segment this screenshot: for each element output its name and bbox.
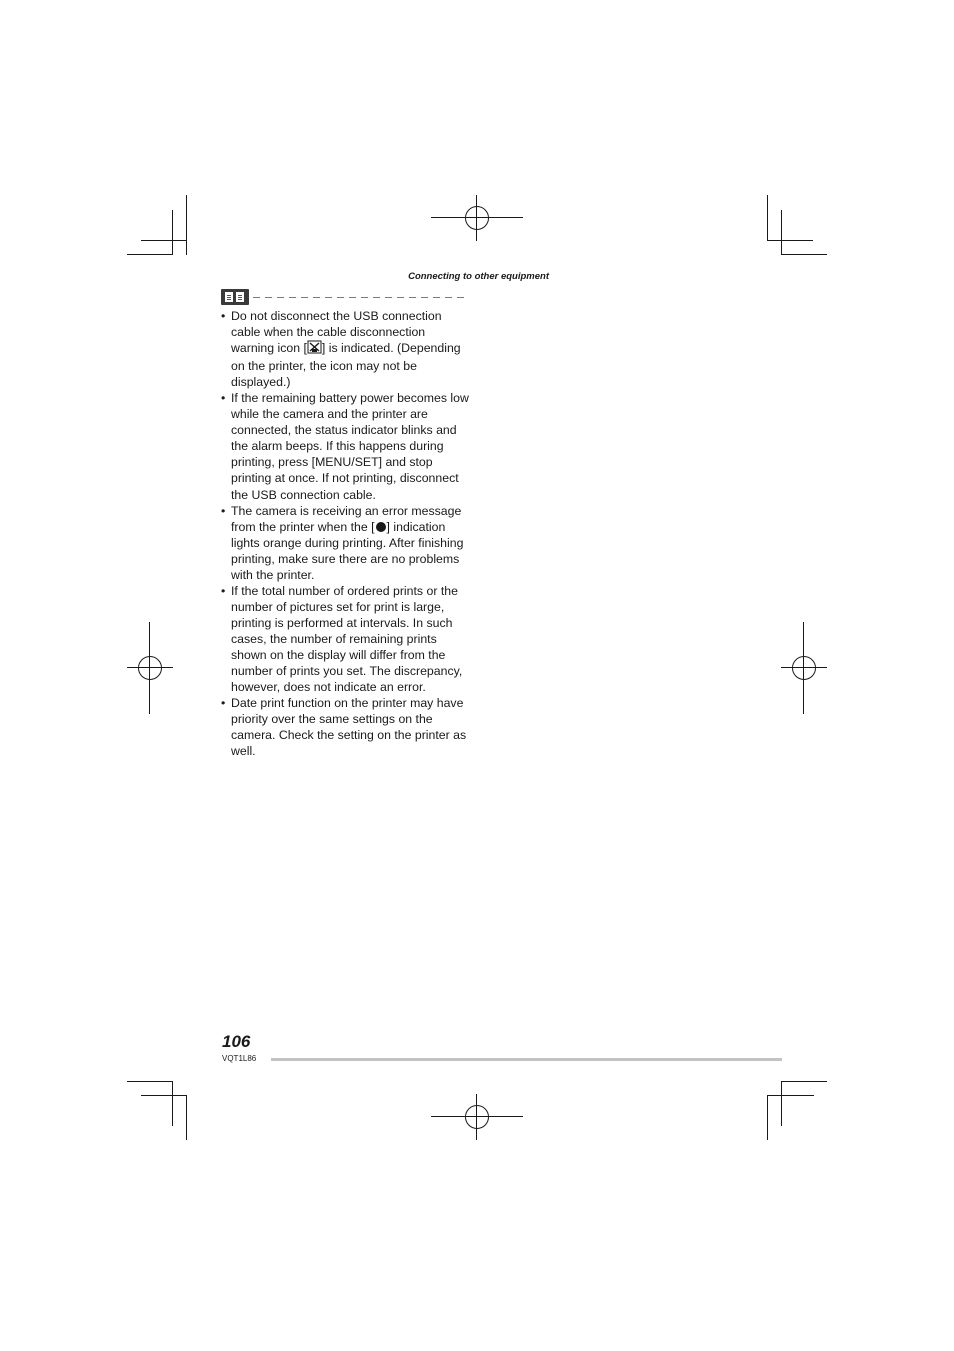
crop-mark: [768, 240, 813, 241]
registration-mark: [127, 622, 173, 714]
footer-rule: [271, 1058, 782, 1061]
crop-mark: [781, 1081, 827, 1082]
section-title: Connecting to other equipment: [408, 271, 549, 282]
registration-mark: [431, 195, 523, 241]
dashed-divider: [253, 297, 469, 298]
cable-disconnect-warning-icon: [307, 340, 322, 358]
crop-mark: [141, 240, 186, 241]
crop-mark: [767, 1095, 768, 1140]
crop-mark: [768, 1095, 814, 1096]
page-number: 106: [222, 1032, 251, 1051]
crop-mark: [781, 254, 827, 255]
registration-mark: [431, 1094, 523, 1140]
note-book-icon: [221, 289, 249, 305]
list-item: • If the remaining battery power becomes low while the camera and the printer are connected, the status indicator blinks and the alarm beeps. If this happens during printing, press [MENU/SET] and stop printing at once. If not printing, disconnect the USB connection cable.: [221, 390, 471, 502]
crop-mark: [172, 210, 173, 255]
list-item: • Do not disconnect the USB connection cable when the cable disconnection warning icon [ ] is indicated. (Depending on the printer, the icon may not be displayed.): [221, 308, 471, 390]
list-item: • The camera is receiving an error message from the printer when the [ ] indication lights orange during printing. After finishing printing, make sure there are no problems with the printer.: [221, 503, 471, 583]
registration-mark: [781, 622, 827, 714]
crop-mark: [781, 1081, 782, 1126]
crop-mark: [127, 254, 173, 255]
crop-mark: [767, 195, 768, 241]
crop-mark: [127, 1081, 173, 1082]
crop-mark: [186, 195, 187, 255]
note-header: [221, 289, 471, 307]
list-item: • If the total number of ordered prints or the number of pictures set for print is large, printing is performed at intervals. In such cases, the number of remaining prints shown on the display will differ from the number of prints you set. The discrepancy, however, does not indicate an error.: [221, 583, 471, 695]
crop-mark: [172, 1081, 173, 1126]
filled-circle-icon: [376, 522, 386, 532]
crop-mark: [186, 1095, 187, 1140]
list-item: • Date print function on the printer may have priority over the same settings on the camera. Check the setting on the printer as well.: [221, 695, 471, 759]
model-code: VQT1L86: [222, 1054, 257, 1063]
crop-mark: [141, 1095, 187, 1096]
note-list: [221, 308, 471, 759]
crop-mark: [781, 210, 782, 255]
